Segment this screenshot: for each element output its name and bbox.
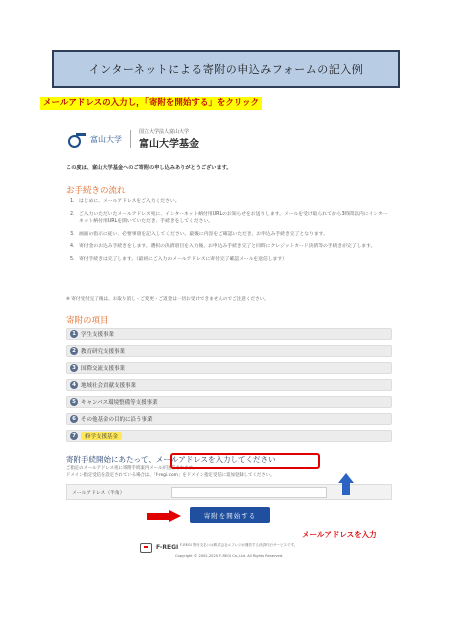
project-item-3[interactable] (66, 362, 392, 374)
fregi-logo-icon (140, 542, 154, 552)
item-number-badge: 4 (70, 381, 78, 389)
logo-divider (130, 130, 131, 148)
registration-description: ご指定のメールアドレス宛に寄附手続案内メールが送信されます。 ドメイン指定受信を設定されている場合は、「f-regi.com」をドメイン指定受信に追加登録してください。 (66, 466, 275, 478)
org-subtitle: 国立大学法人富山大学 (139, 129, 190, 135)
footer-copyright: Copyright © 2002-2020 F-REGI Co.,Ltd. All Rights Reserved. (175, 554, 284, 558)
list-item: 4. 寄付金のお込み手続きをします。選択の決済項目を入力後、お申込み手続き完了と同時にクレジットカード決済等の手続きが完了します。 (70, 244, 376, 249)
project-label: その他基金の目的に沿う事業 (81, 417, 153, 423)
list-item: 5. 寄付手続きは完了します。（最初にご入力のメールアドレスに寄付完了確認メールを送信します） (70, 256, 287, 262)
list-item: 2. ご入力いただいたメールアドレス宛に、インターネット納付用URLのお知らせをお送りします。メールを受け取られてから3時間以内にインターネット納付用URLを開いていただき、手続きをしてください。 (70, 211, 388, 224)
procedure-title: お手続きの流れ (66, 186, 126, 196)
project-list (66, 328, 392, 447)
project-label: 地域社会貢献支援事業 (81, 383, 137, 389)
footer-notice: F-REGI 寄付支払いは株式会社エフレジが運営する決済代行サービスです。 (180, 543, 298, 547)
item-number-badge: 2 (70, 347, 78, 355)
item-number-badge: 6 (70, 415, 78, 423)
footer-brand (140, 542, 178, 552)
item-number-badge: 3 (70, 364, 78, 372)
welcome-message: この度は、富山大学基金へのご寄附の申し込みありがとうございます。 (66, 165, 232, 171)
project-item-1[interactable] (66, 328, 392, 340)
projects-title: 寄附の項目 (66, 316, 109, 326)
banner-title: インターネットによる寄附の申込みフォームの記入例 (88, 63, 364, 76)
logo-text: 富山大学 (90, 134, 122, 144)
org-name: 富山大学基金 (139, 139, 199, 150)
project-item-4[interactable] (66, 379, 392, 391)
list-item: 1. はじめに、メールアドレスをご入力ください。 (70, 199, 180, 204)
item-number-badge: 5 (70, 398, 78, 406)
project-label: 修学支援基金 (81, 432, 122, 440)
start-donation-button[interactable]: 寄附を開始する (190, 507, 270, 523)
page-banner (52, 50, 400, 88)
instruction-text: メールアドレスの入力し，「寄附を開始する」をクリック (40, 97, 262, 110)
org-name-block (139, 128, 199, 150)
project-label: キャンパス環境整備等支援事業 (81, 400, 158, 406)
registration-title: 寄附手続開始にあたって、メールアドレスを入力してください (66, 455, 276, 464)
email-annotation: メールアドレスを入力 (302, 530, 377, 539)
item-number-badge: 1 (70, 330, 78, 338)
project-item-5[interactable] (66, 396, 392, 408)
email-label: メールアドレス（半角） (72, 490, 125, 496)
cancellation-note: ※ 寄付受付完了後は、お取り消し・ご変更・ご返金は一切お受けできませんのでご注意ください。 (66, 297, 269, 302)
project-item-7[interactable] (66, 430, 392, 442)
header-logo (66, 128, 199, 150)
project-label: 国際交流支援事業 (81, 366, 126, 372)
university-logo-icon (66, 131, 88, 147)
project-label: 学生支援事業 (81, 332, 115, 338)
project-item-6[interactable] (66, 413, 392, 425)
item-number-badge: 7 (70, 432, 78, 440)
footer-brand-name: F-REGI (156, 543, 179, 551)
project-label: 教育研究支援事業 (81, 349, 126, 355)
procedure-steps (70, 198, 392, 268)
email-field[interactable] (171, 487, 327, 498)
arrow-up-icon (338, 473, 354, 495)
project-item-2[interactable] (66, 345, 392, 357)
list-item: 3. 画面の指示に従い、必要事項を記入してください。最後に内容をご確認いただき、お申込み手続き完了となります。 (70, 231, 328, 237)
arrow-right-icon (147, 510, 181, 522)
